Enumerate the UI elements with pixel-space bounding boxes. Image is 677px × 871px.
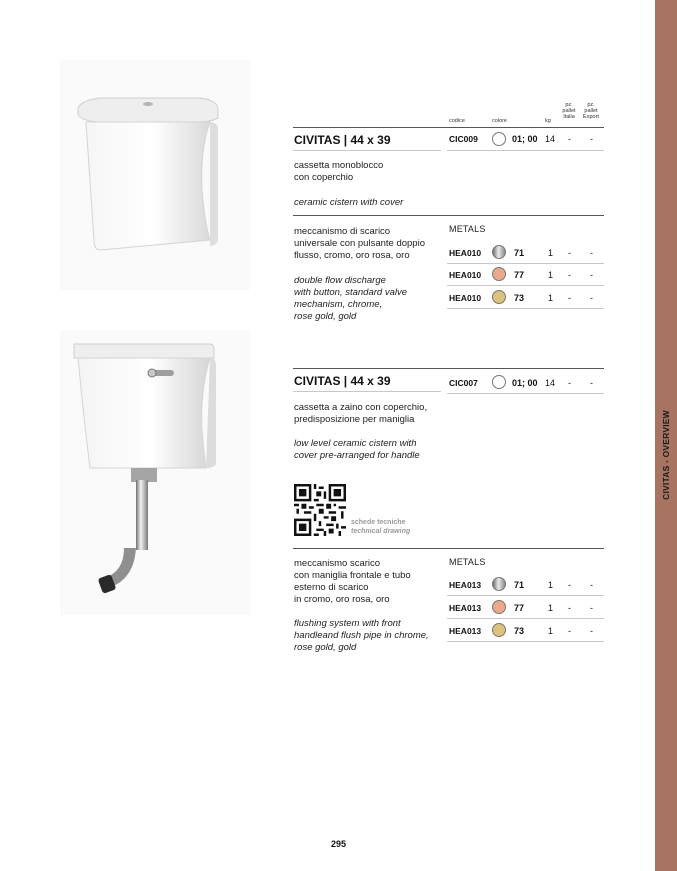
metal-code: HEA010 bbox=[449, 270, 482, 280]
gold-color-swatch bbox=[492, 623, 506, 637]
metal-code: HEA010 bbox=[449, 248, 482, 258]
chrome-color-swatch bbox=[492, 577, 506, 591]
product2-desc-it: cassetta a zaino con coperchio, predisposizione per maniglia bbox=[294, 402, 428, 425]
chrome-color-swatch bbox=[492, 245, 506, 259]
white-color-swatch bbox=[492, 375, 506, 389]
divider bbox=[293, 368, 604, 369]
divider bbox=[293, 215, 604, 216]
metal-pallet-italia: - bbox=[568, 248, 571, 258]
metal-color: 73 bbox=[514, 293, 525, 303]
metal-pallet-export: - bbox=[590, 270, 593, 280]
metal-pallet-export: - bbox=[590, 603, 593, 613]
metal-pallet-italia: - bbox=[568, 603, 571, 613]
metal-qty: 1 bbox=[548, 603, 554, 613]
header-pallet-italia: pz. pallet Italia bbox=[562, 102, 576, 120]
product2-title: CIVITAS | 44 x 39 bbox=[294, 374, 391, 388]
metal-color: 71 bbox=[514, 248, 525, 258]
metal-code: HEA013 bbox=[449, 603, 482, 613]
cistern-low-level-image bbox=[60, 330, 250, 615]
metal-color: 77 bbox=[514, 270, 525, 280]
product1-pallet-export: - bbox=[590, 134, 593, 144]
product1-code: CIC009 bbox=[449, 134, 478, 144]
product1-kg: 14 bbox=[545, 134, 556, 144]
qr-caption[interactable]: schede tecniche technical drawing bbox=[351, 519, 411, 535]
metal-qty: 1 bbox=[548, 626, 554, 636]
sidebar-label-text: CIVITAS - OVERVIEW bbox=[661, 410, 671, 500]
metal-color: 73 bbox=[514, 626, 525, 636]
metal-color: 77 bbox=[514, 603, 525, 613]
metal-color: 71 bbox=[514, 580, 525, 590]
white-color-swatch bbox=[492, 132, 506, 146]
product2-pallet-export: - bbox=[590, 378, 593, 388]
row-underline bbox=[447, 263, 604, 264]
metal-pallet-export: - bbox=[590, 626, 593, 636]
metal-pallet-export: - bbox=[590, 293, 593, 303]
metal-qty: 1 bbox=[548, 248, 554, 258]
product1-desc-en: ceramic cistern with cover bbox=[294, 197, 404, 208]
product1-mech-it: meccanismo di scarico universale con pulsante doppio flusso, cromo, oro rosa, oro bbox=[294, 226, 425, 261]
title-underline bbox=[293, 391, 441, 392]
metal-pallet-export: - bbox=[590, 248, 593, 258]
header-pallet-export: pz. pallet Export bbox=[583, 102, 599, 120]
row-underline bbox=[447, 595, 604, 596]
product2-mech-it: meccanismo scarico con maniglia frontale e tubo esterno di scarico in cromo, oro rosa, oro bbox=[294, 558, 411, 605]
product2-metals-label: METALS bbox=[449, 557, 486, 567]
metal-code: HEA013 bbox=[449, 580, 482, 590]
product2-code: CIC007 bbox=[449, 378, 478, 388]
product2-mech-en: flushing system with front handleand flush pipe in chrome, rose gold, gold bbox=[294, 618, 429, 653]
metal-code: HEA013 bbox=[449, 626, 482, 636]
divider bbox=[293, 548, 604, 549]
product1-desc-it: cassetta monoblocco con coperchio bbox=[294, 160, 384, 183]
title-underline bbox=[293, 150, 441, 151]
product1-pallet-italia: - bbox=[568, 134, 571, 144]
metal-qty: 1 bbox=[548, 293, 554, 303]
metal-code: HEA010 bbox=[449, 293, 482, 303]
row-underline bbox=[447, 618, 604, 619]
metal-pallet-italia: - bbox=[568, 626, 571, 636]
rose-gold-color-swatch bbox=[492, 600, 506, 614]
metal-qty: 1 bbox=[548, 270, 554, 280]
product2-desc-en: low level ceramic cistern with cover pre-arranged for handle bbox=[294, 438, 420, 461]
metal-pallet-italia: - bbox=[568, 580, 571, 590]
header-kg: kg bbox=[545, 118, 551, 124]
product2-kg: 14 bbox=[545, 378, 556, 388]
gold-color-swatch bbox=[492, 290, 506, 304]
product2-colors: 01; 00 bbox=[512, 378, 538, 388]
header-codice: codice bbox=[449, 118, 465, 124]
product2-pallet-italia: - bbox=[568, 378, 571, 388]
qr-code-icon[interactable] bbox=[294, 484, 346, 536]
product1-colors: 01; 00 bbox=[512, 134, 538, 144]
row-underline bbox=[447, 285, 604, 286]
metal-pallet-italia: - bbox=[568, 270, 571, 280]
metal-qty: 1 bbox=[548, 580, 554, 590]
rose-gold-color-swatch bbox=[492, 267, 506, 281]
metal-pallet-export: - bbox=[590, 580, 593, 590]
product1-mech-en: double flow discharge with button, standard valve mechanism, chrome, rose gold, gold bbox=[294, 275, 408, 322]
row-underline bbox=[447, 641, 604, 642]
divider bbox=[293, 127, 604, 128]
page-number: 295 bbox=[331, 839, 347, 849]
row-underline bbox=[447, 150, 604, 151]
row-underline bbox=[447, 393, 604, 394]
product1-title: CIVITAS | 44 x 39 bbox=[294, 133, 391, 147]
product1-metals-label: METALS bbox=[449, 224, 486, 234]
row-underline bbox=[447, 308, 604, 309]
header-colore: colore bbox=[492, 118, 507, 124]
sidebar-label bbox=[655, 395, 677, 515]
cistern-monoblock-image bbox=[60, 60, 250, 290]
metal-pallet-italia: - bbox=[568, 293, 571, 303]
